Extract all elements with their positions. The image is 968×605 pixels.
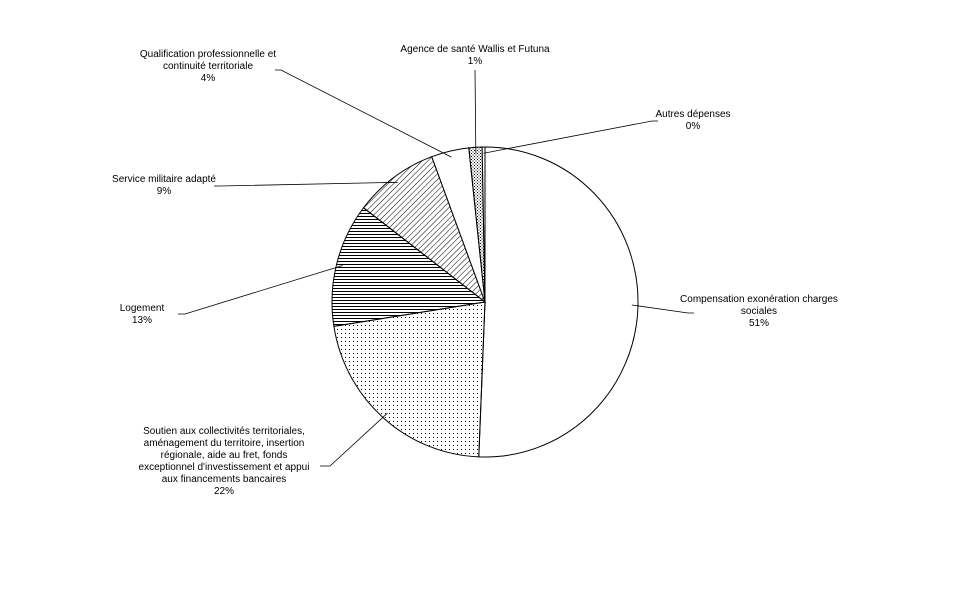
slice-label-line: exceptionnel d'investissement et appui bbox=[138, 462, 310, 473]
leader-line-soutien bbox=[320, 413, 387, 466]
slice-label-qualification bbox=[140, 49, 276, 84]
slice-label-line: aménagement du territoire, insertion bbox=[143, 438, 305, 449]
slice-label-line: régionale, aide au fret, fonds bbox=[160, 450, 288, 461]
leader-line-logement bbox=[178, 265, 343, 314]
slice-label-autres bbox=[655, 109, 730, 132]
slice-percent: 1% bbox=[467, 56, 483, 67]
slice-label-line: continuité territoriale bbox=[162, 61, 254, 72]
leader-line-service-militaire bbox=[214, 182, 398, 186]
pie-slice-soutien bbox=[334, 302, 485, 457]
slice-label-line: Soutien aux collectivités territoriales, bbox=[143, 426, 305, 437]
slice-label-line: aux financements bancaires bbox=[161, 474, 287, 485]
slice-percent: 22% bbox=[213, 486, 235, 497]
slice-label-line: Autres dépenses bbox=[655, 109, 731, 120]
pie-slice-compensation bbox=[479, 147, 638, 457]
slice-percent: 9% bbox=[156, 186, 172, 197]
leader-line-autres bbox=[484, 121, 658, 153]
leader-line-compensation bbox=[632, 305, 694, 313]
slice-label-line: sociales bbox=[740, 306, 778, 317]
leader-line-qualification bbox=[275, 70, 451, 157]
leader-line-agence-sante bbox=[475, 70, 476, 153]
slice-label-agence-sante bbox=[400, 44, 550, 67]
slice-label-compensation bbox=[680, 294, 838, 329]
slice-label-soutien bbox=[139, 426, 310, 497]
slice-label-line: Agence de santé Wallis et Futuna bbox=[400, 44, 550, 55]
slice-label-line: Logement bbox=[119, 303, 165, 314]
slice-percent: 13% bbox=[131, 315, 153, 326]
slice-percent: 0% bbox=[685, 121, 701, 132]
slice-percent: 51% bbox=[748, 318, 770, 329]
slice-label-logement bbox=[120, 303, 165, 326]
slice-label-line: Service militaire adapté bbox=[112, 174, 216, 185]
slice-label-line: Compensation exonération charges bbox=[680, 294, 838, 305]
slice-label-service-militaire bbox=[112, 174, 216, 197]
pie-slices bbox=[332, 147, 638, 457]
slice-percent: 4% bbox=[200, 73, 216, 84]
slice-label-line: Qualification professionnelle et bbox=[139, 49, 277, 60]
